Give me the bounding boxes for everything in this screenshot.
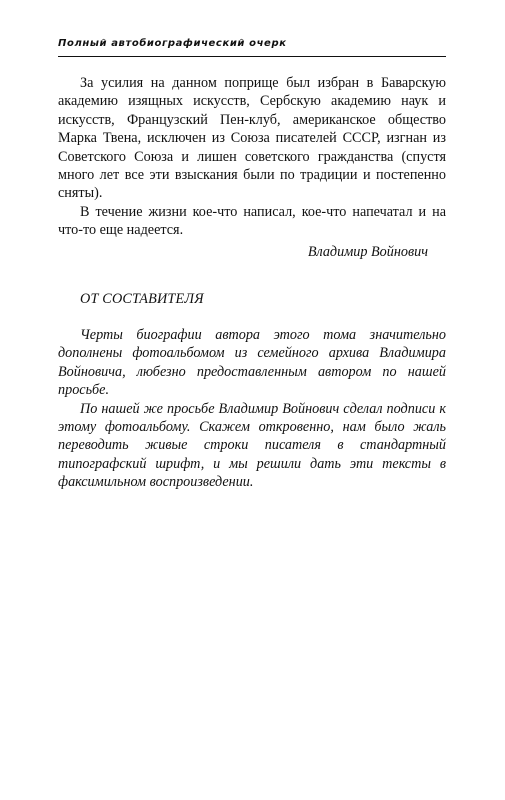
author-signature: Владимир Войнович — [307, 244, 428, 260]
header-rule — [58, 56, 446, 57]
compiler-paragraph-1: Черты биографии автора этого тома значительно дополнены фотоальбомом из семейного архива Владимира Войновича, любезно предоставленным автором по нашей просьбе. — [58, 327, 446, 399]
body-text — [58, 74, 446, 240]
compiler-paragraph-2: По нашей же просьбе Владимир Войнович сделал подписи к этому фотоальбому. Скажем откровенно, нам было жаль переводить живые строки писателя в стандартный типографский шрифт, и мы решили дать эти тексты в факсимильном воспроизведении. — [58, 400, 446, 491]
compiler-note — [58, 326, 446, 492]
body-paragraph-1: За усилия на данном поприще был избран в Баварскую академию изящных искусств, Сербскую академию наук и искусств, Французский Пен-клуб, американское общество Марка Твена, исключен из Союза писателей СССР, изгнан из Советского Союза и лишен советского гражданства (спустя много лет все эти взыскания были по традиции и постепенно сняты). — [58, 75, 446, 202]
body-paragraph-2: В течение жизни кое-что написал, кое-что напечатал и на что-то еще надеется. — [58, 203, 446, 239]
section-title: ОТ СОСТАВИТЕЛЯ — [80, 291, 204, 307]
running-header: Полный автобиографический очерк — [58, 38, 287, 49]
